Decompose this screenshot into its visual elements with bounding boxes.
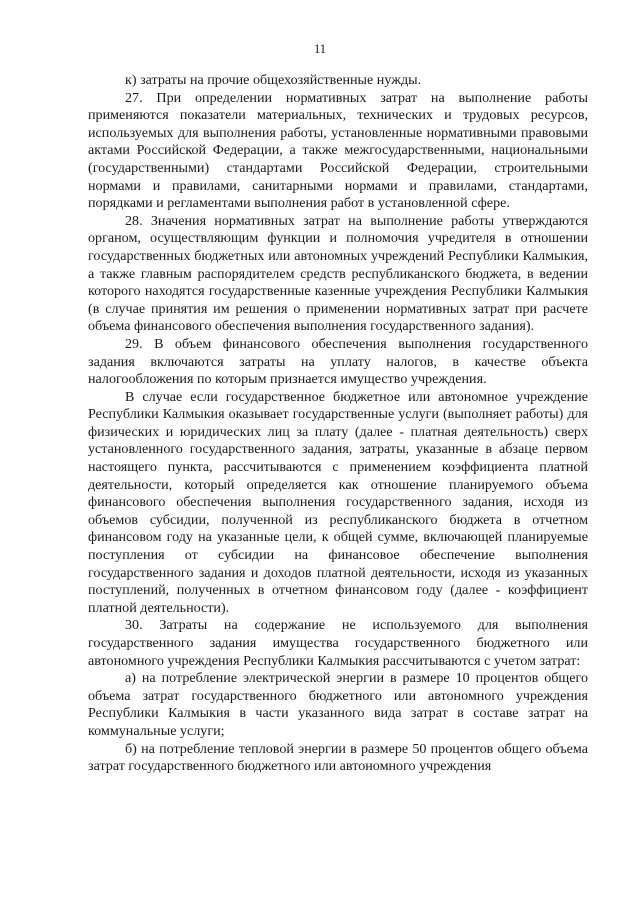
paragraph-28: 28. Значения нормативных затрат на выполнение работы утверждаются органом, осуществляющим функции и полномочия учредителя в отношении государственных бюджетных или автономных учреждений Республики Калмыкия, а также главным распорядителем средств республиканского бюджета, в ведении которого находятся государственные казенные учреждения Республики Калмыкия (в случае принятия им решения о применении нормативных затрат при расчете объема финансового обеспечения выполнения государственного задания).: [88, 212, 588, 335]
page-number: 11: [313, 42, 327, 56]
paragraph-30: 30. Затраты на содержание не используемого для выполнения государственного задания имущества государственного бюджетного или автономного учреждения Республики Калмыкия рассчитываются с учетом затрат:: [88, 617, 588, 669]
paragraph-27: 27. При определении нормативных затрат на выполнение работы применяются показатели материальных, технических и трудовых ресурсов, используемых для выполнения работы, установленные нормативными правовыми актами Российской Федерации, а также межгосударственными, национальными (государственными) стандартами Российской Федерации, строительными нормами и правилами, санитарными нормами и правилами, стандартами, порядками и регламентами выполнения работ в установленной сфере.: [88, 89, 588, 212]
paragraph-29: 29. В объем финансового обеспечения выполнения государственного задания включаются затраты на уплату налогов, в качестве объекта налогообложения по которым признается имущество учреждения.: [88, 335, 588, 388]
document-body: [88, 72, 588, 776]
paragraph-item-k: к) затраты на прочие общехозяйственные нужды.: [125, 72, 422, 88]
paragraph-29-continued: В случае если государственное бюджетное или автономное учреждение Республики Калмыкия оказывает государственные услуги (выполняет работы) для физических и юридических лиц за плату (далее - платная деятельность) сверх установленного государственного задания, затраты, указанные в абзаце первом настоящего пункта, рассчитываются с применением коэффициента платной деятельности, который определяется как отношение планируемого объема финансового обеспечения выполнения государственного задания, исходя из объемов субсидии, полученной из республиканского бюджета в отчетном финансовом году на указанные цели, к общей сумме, включающей планируемые поступления от субсидии на финансовое обеспечение выполнения государственного задания и доходов платной деятельности, исходя из указанных поступлений, полученных в отчетном финансовом году (далее - коэффициент платной деятельности).: [88, 388, 588, 616]
paragraph-30-item-a: а) на потребление электрической энергии в размере 10 процентов общего объема затрат государственного бюджетного или автономного учреждения Республики Калмыкия в части указанного вида затрат в составе затрат на коммунальные услуги;: [88, 670, 588, 739]
paragraph-30-item-b: б) на потребление тепловой энергии в размере 50 процентов общего объема затрат государственного бюджетного или автономного учреждения: [88, 740, 588, 775]
